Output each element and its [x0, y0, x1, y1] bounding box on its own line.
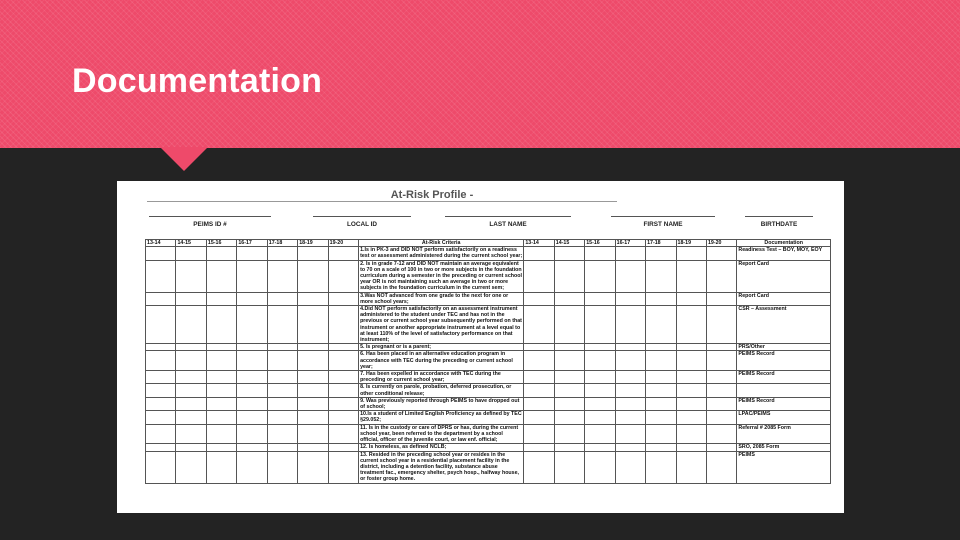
year-cell — [298, 306, 328, 344]
peims-id-label: PEIMS ID # — [193, 221, 227, 228]
year-cell — [646, 424, 676, 444]
year-cell — [706, 292, 736, 305]
year-cell — [206, 247, 236, 260]
year-cell — [237, 260, 267, 292]
first-name-label: FIRST NAME — [643, 221, 683, 228]
criteria-cell: 5. Is pregnant or is a parent; — [359, 344, 524, 351]
year-cell — [206, 371, 236, 384]
year-header-right: 19-20 — [706, 240, 736, 247]
year-header-right: 18-19 — [676, 240, 706, 247]
year-cell — [706, 444, 736, 451]
criteria-cell: 6. Has been placed in an alternative education program in accordance with TEC during the preceding or current school year; — [359, 351, 524, 371]
criteria-cell: 8. Is currently on parole, probation, deferred prosecution, or other conditional release; — [359, 384, 524, 397]
year-header-left: 17-18 — [267, 240, 297, 247]
year-cell — [554, 384, 584, 397]
peims-id-line — [149, 216, 271, 217]
year-cell — [206, 384, 236, 397]
year-header-right: 14-15 — [554, 240, 584, 247]
year-cell — [585, 260, 615, 292]
year-cell — [298, 411, 328, 424]
table-row — [146, 451, 831, 483]
year-cell — [676, 292, 706, 305]
year-cell — [524, 444, 554, 451]
year-cell — [585, 397, 615, 410]
year-cell — [676, 306, 706, 344]
year-cell — [328, 384, 358, 397]
year-cell — [646, 444, 676, 451]
year-cell — [298, 444, 328, 451]
year-cell — [676, 344, 706, 351]
table-row — [146, 260, 831, 292]
year-cell — [646, 306, 676, 344]
year-cell — [615, 306, 645, 344]
year-cell — [298, 371, 328, 384]
year-cell — [706, 424, 736, 444]
year-cell — [646, 397, 676, 410]
year-cell — [267, 344, 297, 351]
year-header-right: 16-17 — [615, 240, 645, 247]
criteria-cell: 2. Is in grade 7-12 and DID NOT maintain an average equivalent to 70 on a scale of 100 in two or more subjects in the foundation curriculum during a semester in the preceding or current school year OR is not maintaining such an average in two or more subjects in the foundation curriculum in the current sem; — [360, 260, 522, 292]
year-header-right: 13-14 — [524, 240, 554, 247]
year-header-left: 13-14 — [146, 240, 176, 247]
year-cell — [237, 344, 267, 351]
year-cell — [267, 260, 297, 292]
year-cell — [146, 384, 176, 397]
year-cell — [328, 260, 358, 292]
year-cell — [237, 424, 267, 444]
year-cell — [298, 451, 328, 483]
year-cell — [176, 306, 206, 344]
year-cell — [267, 306, 297, 344]
criteria-cell: 3.Was NOT advanced from one grade to the next for one or more school years; — [359, 292, 524, 305]
year-cell — [298, 260, 328, 292]
criteria-cell: 7. Has been expelled in accordance with TEC during the preceding or current school year; — [359, 371, 524, 384]
year-cell — [298, 384, 328, 397]
year-cell — [706, 260, 736, 292]
year-cell — [267, 424, 297, 444]
table-header-row — [146, 240, 831, 247]
year-cell — [298, 247, 328, 260]
year-header-left: 19-20 — [328, 240, 358, 247]
year-cell — [585, 351, 615, 371]
year-cell — [237, 384, 267, 397]
table-row — [146, 292, 831, 305]
table-row — [146, 371, 831, 384]
criteria-cell: 11. Is in the custody or care of DPRS or has, during the current school year, been referred to the department by a school official, officer of the juvenile court, or law enf. official; — [359, 424, 524, 444]
year-cell — [206, 292, 236, 305]
year-cell — [706, 411, 736, 424]
year-cell — [176, 260, 206, 292]
year-cell — [706, 384, 736, 397]
at-risk-criteria-table — [145, 239, 831, 484]
year-cell — [676, 411, 706, 424]
year-cell — [206, 351, 236, 371]
year-cell — [646, 371, 676, 384]
year-cell — [554, 351, 584, 371]
year-cell — [676, 247, 706, 260]
year-cell — [176, 397, 206, 410]
year-cell — [328, 306, 358, 344]
criteria-cell: 12. Is homeless, as defined NCLB; — [359, 444, 524, 451]
year-cell — [706, 306, 736, 344]
table-row — [146, 411, 831, 424]
year-cell — [146, 247, 176, 260]
year-cell — [328, 397, 358, 410]
year-cell — [328, 451, 358, 483]
year-cell — [206, 444, 236, 451]
year-cell — [524, 397, 554, 410]
year-cell — [615, 411, 645, 424]
year-cell — [615, 344, 645, 351]
year-header-left: 18-19 — [298, 240, 328, 247]
year-cell — [328, 247, 358, 260]
year-cell — [554, 292, 584, 305]
year-cell — [524, 424, 554, 444]
documentation-cell: Referral # 2085 Form — [737, 424, 831, 444]
last-name-line — [445, 216, 571, 217]
year-cell — [146, 397, 176, 410]
criteria-cell: 13. Resided in the preceding school year or resides in the current school year in a residential placement facility in the district, including a detention facility, substance abuse treatment fac., emergency shelter, psych hosp., halfway house, or foster group home. — [359, 451, 524, 483]
year-cell — [176, 384, 206, 397]
year-cell — [298, 292, 328, 305]
year-cell — [328, 411, 358, 424]
year-cell — [706, 351, 736, 371]
documentation-cell: Report Card — [737, 292, 831, 305]
year-cell — [237, 306, 267, 344]
year-cell — [524, 344, 554, 351]
year-cell — [554, 444, 584, 451]
year-cell — [646, 292, 676, 305]
year-cell — [176, 444, 206, 451]
year-cell — [524, 247, 554, 260]
document-title: At-Risk Profile - — [390, 189, 474, 201]
year-cell — [524, 306, 554, 344]
year-cell — [554, 424, 584, 444]
year-cell — [615, 260, 645, 292]
year-cell — [585, 292, 615, 305]
last-name-label: LAST NAME — [489, 221, 527, 228]
year-cell — [146, 260, 176, 292]
year-cell — [328, 371, 358, 384]
year-cell — [267, 384, 297, 397]
year-cell — [206, 344, 236, 351]
year-cell — [585, 451, 615, 483]
criteria-cell: 9. Was previously reported through PEIMS to have dropped out of school; — [359, 397, 524, 410]
year-cell — [646, 384, 676, 397]
table-row — [146, 351, 831, 371]
year-cell — [585, 306, 615, 344]
year-cell — [146, 351, 176, 371]
documentation-cell — [737, 384, 831, 397]
year-cell — [554, 260, 584, 292]
year-cell — [237, 444, 267, 451]
year-cell — [554, 411, 584, 424]
year-cell — [146, 444, 176, 451]
slide-title: Documentation — [72, 62, 323, 100]
year-cell — [176, 451, 206, 483]
year-cell — [267, 371, 297, 384]
year-cell — [146, 344, 176, 351]
year-cell — [176, 371, 206, 384]
year-cell — [267, 397, 297, 410]
year-cell — [646, 260, 676, 292]
year-cell — [267, 351, 297, 371]
year-cell — [206, 424, 236, 444]
year-cell — [328, 444, 358, 451]
documentation-cell: Readiness Test – BOY, MOY, EOY — [737, 247, 831, 260]
year-cell — [524, 260, 554, 292]
year-header-left: 15-16 — [206, 240, 236, 247]
banner-pointer — [160, 147, 208, 171]
documentation-cell: PRS/Other — [737, 344, 831, 351]
year-cell — [585, 344, 615, 351]
year-cell — [646, 411, 676, 424]
birthdate-line — [745, 216, 813, 217]
documentation-cell: PEIMS Record — [737, 371, 831, 384]
year-cell — [676, 451, 706, 483]
year-cell — [267, 411, 297, 424]
criteria-header: At-Risk Criteria — [359, 240, 524, 247]
local-id-line — [313, 216, 411, 217]
documentation-header: Documentation — [737, 240, 831, 247]
criteria-cell: 10.Is a student of Limited English Proficiency as defined by TEC §29.052; — [359, 411, 524, 424]
year-cell — [646, 451, 676, 483]
year-cell — [206, 451, 236, 483]
year-cell — [146, 292, 176, 305]
year-cell — [615, 397, 645, 410]
local-id-label: LOCAL ID — [346, 221, 378, 228]
year-cell — [176, 351, 206, 371]
criteria-cell: 1.Is in PK-3 and DID NOT perform satisfactorily on a readiness test or assessment administered during the current school year; — [360, 247, 523, 260]
year-cell — [237, 292, 267, 305]
birthdate-label: BIRTHDATE — [760, 221, 798, 228]
year-cell — [554, 397, 584, 410]
year-cell — [615, 384, 645, 397]
year-cell — [554, 344, 584, 351]
documentation-cell: PEIMS — [737, 451, 831, 483]
first-name-line — [611, 216, 715, 217]
year-cell — [554, 306, 584, 344]
year-cell — [706, 371, 736, 384]
table-row — [146, 306, 831, 344]
year-cell — [237, 371, 267, 384]
table-row — [146, 384, 831, 397]
year-cell — [585, 444, 615, 451]
year-cell — [646, 351, 676, 371]
year-cell — [585, 384, 615, 397]
year-header-left: 14-15 — [176, 240, 206, 247]
year-cell — [676, 371, 706, 384]
year-cell — [206, 306, 236, 344]
year-cell — [206, 260, 236, 292]
year-cell — [146, 306, 176, 344]
year-cell — [298, 397, 328, 410]
year-cell — [524, 451, 554, 483]
year-cell — [176, 247, 206, 260]
year-cell — [298, 344, 328, 351]
year-cell — [706, 247, 736, 260]
table-row — [146, 444, 831, 451]
year-cell — [706, 397, 736, 410]
document-title-rule — [147, 201, 617, 202]
year-cell — [237, 247, 267, 260]
criteria-cell: 4.Did NOT perform satisfactorily on an assessment instrument administered to the student under TEC and has not in the previous or current school year subsequently performed on that instrument or another appropriate instrument at a level equal to at least 110% of the level of satisfactory performance on that instrument; — [360, 306, 522, 344]
year-cell — [524, 292, 554, 305]
year-cell — [328, 344, 358, 351]
year-cell — [328, 292, 358, 305]
year-cell — [615, 247, 645, 260]
year-cell — [676, 444, 706, 451]
year-header-left: 16-17 — [237, 240, 267, 247]
year-cell — [176, 292, 206, 305]
year-cell — [146, 371, 176, 384]
year-cell — [328, 351, 358, 371]
documentation-cell: CSR – Assessment — [737, 306, 831, 344]
year-cell — [646, 344, 676, 351]
year-cell — [554, 451, 584, 483]
year-cell — [615, 292, 645, 305]
year-cell — [585, 424, 615, 444]
year-cell — [706, 344, 736, 351]
year-cell — [176, 411, 206, 424]
table-row — [146, 424, 831, 444]
documentation-cell: PEIMS Record — [737, 397, 831, 410]
year-cell — [146, 411, 176, 424]
documentation-cell: Report Card — [737, 260, 831, 292]
year-cell — [267, 444, 297, 451]
year-cell — [298, 424, 328, 444]
year-cell — [176, 424, 206, 444]
table-row — [146, 344, 831, 351]
year-cell — [646, 247, 676, 260]
year-cell — [524, 411, 554, 424]
year-cell — [298, 351, 328, 371]
year-cell — [146, 424, 176, 444]
year-cell — [267, 247, 297, 260]
year-cell — [706, 451, 736, 483]
year-cell — [237, 411, 267, 424]
year-cell — [554, 247, 584, 260]
year-cell — [524, 351, 554, 371]
year-cell — [585, 411, 615, 424]
year-cell — [206, 397, 236, 410]
year-cell — [237, 451, 267, 483]
year-cell — [615, 424, 645, 444]
year-cell — [615, 371, 645, 384]
year-header-right: 17-18 — [646, 240, 676, 247]
year-cell — [615, 444, 645, 451]
documentation-cell: PEIMS Record — [737, 351, 831, 371]
year-cell — [676, 424, 706, 444]
year-cell — [237, 397, 267, 410]
table-row — [146, 247, 831, 260]
year-cell — [554, 371, 584, 384]
year-cell — [176, 344, 206, 351]
documentation-cell: LPAC/PEIMS — [737, 411, 831, 424]
documentation-cell: SRO, 2085 Form — [737, 444, 831, 451]
year-cell — [267, 451, 297, 483]
table-row — [146, 397, 831, 410]
year-cell — [328, 424, 358, 444]
year-cell — [615, 451, 645, 483]
year-cell — [676, 397, 706, 410]
year-cell — [676, 351, 706, 371]
year-cell — [524, 384, 554, 397]
year-cell — [615, 351, 645, 371]
year-cell — [146, 451, 176, 483]
year-cell — [676, 260, 706, 292]
year-cell — [676, 384, 706, 397]
year-cell — [524, 371, 554, 384]
year-header-right: 15-16 — [585, 240, 615, 247]
year-cell — [237, 351, 267, 371]
year-cell — [206, 411, 236, 424]
year-cell — [585, 247, 615, 260]
at-risk-profile-document — [117, 181, 844, 513]
year-cell — [585, 371, 615, 384]
year-cell — [267, 292, 297, 305]
